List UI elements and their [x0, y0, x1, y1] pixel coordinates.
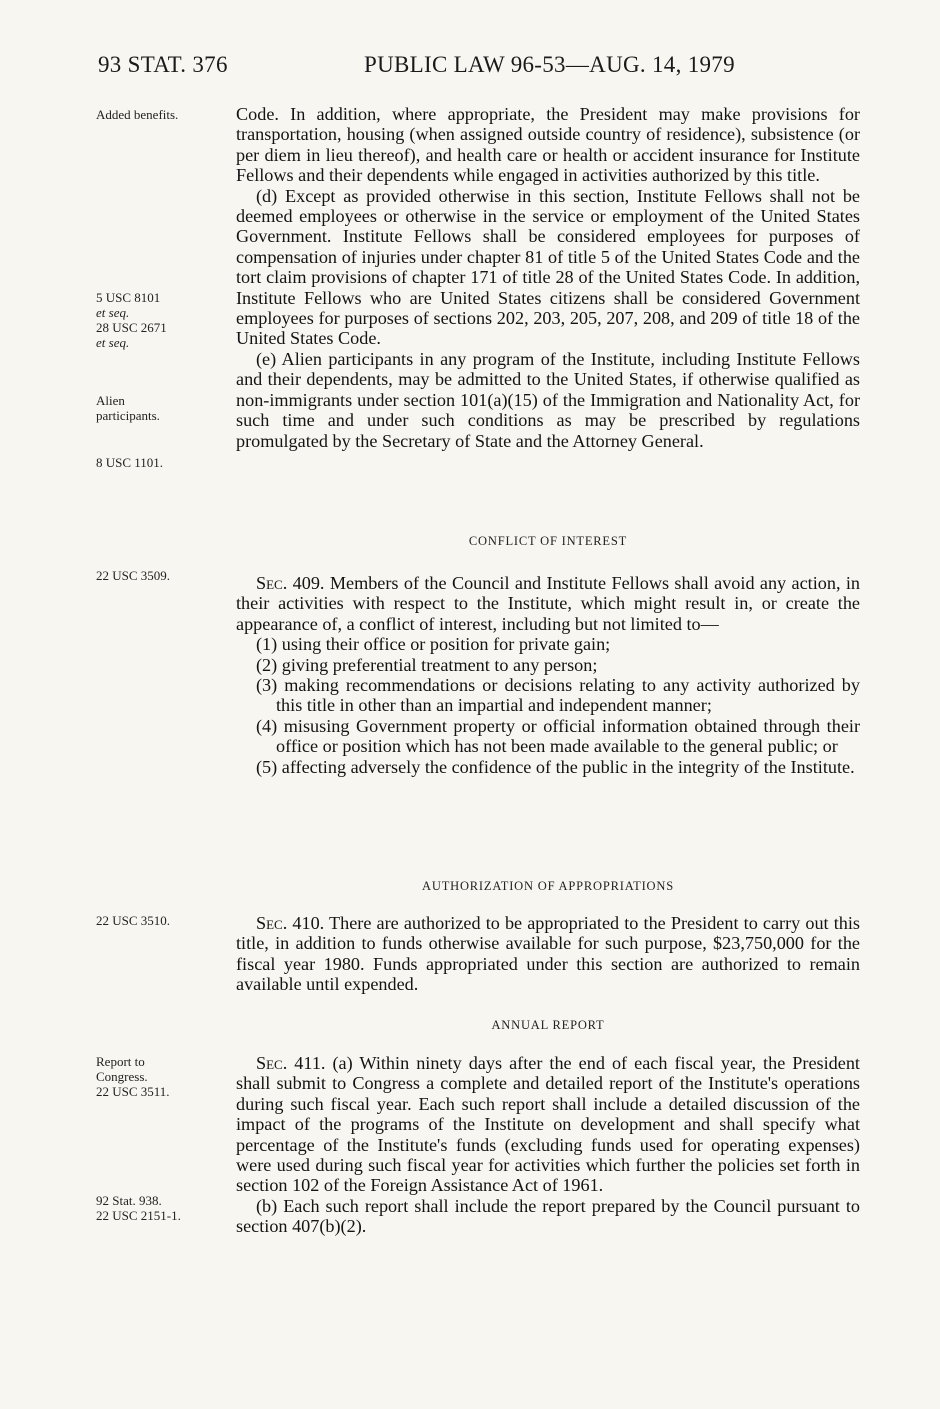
sec410-text: There are authorized to be appropriated to the President to carry out this title, in addition to funds otherwise available for such purpose, $23,750,000 for the fiscal year 1980. Funds appropriated under this section are authorized to remain available until expended. [236, 913, 860, 995]
margin-alien-1: Alien [96, 393, 125, 408]
margin-note-added-benefits: Added benefits. [96, 107, 179, 122]
margin-note-usc-8101 [96, 290, 226, 350]
margin-stat-938: 92 Stat. 938. [96, 1193, 162, 1208]
margin-alien-2: participants. [96, 408, 160, 423]
margin-report-1: Report to [96, 1054, 145, 1069]
text-block-sec411 [236, 1053, 860, 1237]
law-reference: PUBLIC LAW 96-53—AUG. 14, 1979 [364, 52, 735, 77]
margin-note-report-to-congress [96, 1054, 226, 1099]
paragraph-code-continued: Code. In addition, where appropriate, the President may make provisions for transportation, housing (when assigned outside country of residence), subsistence (or per diem in lieu thereof), and health care or health or accident insurance for Institute Fellows and their dependents while engaged in activities authorized by this title. [236, 104, 860, 186]
heading-conflict-of-interest: CONFLICT OF INTEREST [468, 534, 628, 548]
statute-reference: 93 STAT. 376 [98, 52, 228, 77]
margin-usc-8101: 5 USC 8101 [96, 290, 161, 305]
text-block-sec408-continued [236, 104, 860, 451]
margin-usc-2151: 22 USC 2151-1. [96, 1208, 181, 1223]
sec410-label: Sec. 410. [256, 913, 325, 933]
paragraph-e: (e) Alien participants in any program of the Institute, including Institute Fellows and their dependents, may be admitted to the United States, if otherwise qualified as non-immigrants under section 101(a)(15) of the Immigration and Nationality Act, for such time and under such conditions as may be prescribed by regulations promulgated by the Secretary of State and the Attorney General. [236, 348, 860, 451]
sec409-item-3: (3) making recommendations or decisions relating to any activity authorized by this title in other than an impartial and independent manner; [256, 675, 860, 716]
text-block-sec410 [236, 913, 860, 995]
paragraph-sec411-b: (b) Each such report shall include the report prepared by the Council pursuant to section 407(b)(2). [236, 1195, 860, 1237]
margin-note-usc-1101: 8 USC 1101. [96, 455, 164, 470]
margin-note-usc-3510: 22 USC 3510. [96, 913, 171, 928]
sec409-item-1: (1) using their office or position for private gain; [256, 634, 611, 655]
page-header [98, 52, 878, 82]
sec409-intro-text: Members of the Council and Institute Fellows shall avoid any action, in their activities with respect to the Institute, which might result in, or create the appearance of, a conflict of interest, including but not limited to— [236, 573, 860, 634]
margin-et-seq-1: et seq. [96, 305, 130, 320]
paragraph-sec410 [236, 913, 860, 995]
margin-usc-3511: 22 USC 3511. [96, 1084, 170, 1099]
margin-note-stat-938 [96, 1193, 226, 1223]
sec411-a-text: (a) Within ninety days after the end of each fiscal year, the President shall submit to Congress a complete and detailed report of the Institute's operations during such fiscal year. Each such report shall include a detailed discussion of the impact of the programs of the Institute on development and shall specify what percentage of the Institute's funds (excluding funds used for operating expenses) were used during such fiscal year for activities which further the policies set forth in section 102 of the Foreign Assistance Act of 1961. [236, 1053, 860, 1196]
sec409-item-5: (5) affecting adversely the confidence of the public in the integrity of the Institute. [256, 756, 855, 777]
margin-report-2: Congress. [96, 1069, 148, 1084]
margin-note-usc-3509: 22 USC 3509. [96, 568, 171, 583]
paragraph-sec411-a [236, 1053, 860, 1196]
sec409-label: Sec. 409. [256, 573, 325, 593]
margin-et-seq-2: et seq. [96, 335, 130, 350]
margin-usc-2671: 28 USC 2671 [96, 320, 167, 335]
heading-annual-report: ANNUAL REPORT [491, 1018, 605, 1032]
heading-authorization-of-appropriations: AUTHORIZATION OF APPROPRIATIONS [422, 879, 674, 893]
sec409-item-4: (4) misusing Government property or official information obtained through their office or position which has not been made available to the general public; or [256, 715, 860, 757]
sec411-label: Sec. 411. [256, 1053, 326, 1073]
text-block-sec409 [236, 573, 860, 777]
margin-note-alien-participants [96, 393, 226, 423]
sec409-item-2: (2) giving preferential treatment to any person; [256, 654, 598, 675]
paragraph-sec409-intro [236, 573, 860, 634]
paragraph-d: (d) Except as provided otherwise in this section, Institute Fellows shall not be deemed employees or otherwise in the service or employment of the United States Government. Institute Fellows shall be considered employees for purposes of compensation of injuries under chapter 81 of title 5 of the United States Code and the tort claim provisions of chapter 171 of title 28 of the United States Code. In addition, Institute Fellows who are United States citizens shall be considered Government employees for purposes of sections 202, 203, 205, 207, 208, and 209 of title 18 of the United States Code. [236, 185, 860, 349]
